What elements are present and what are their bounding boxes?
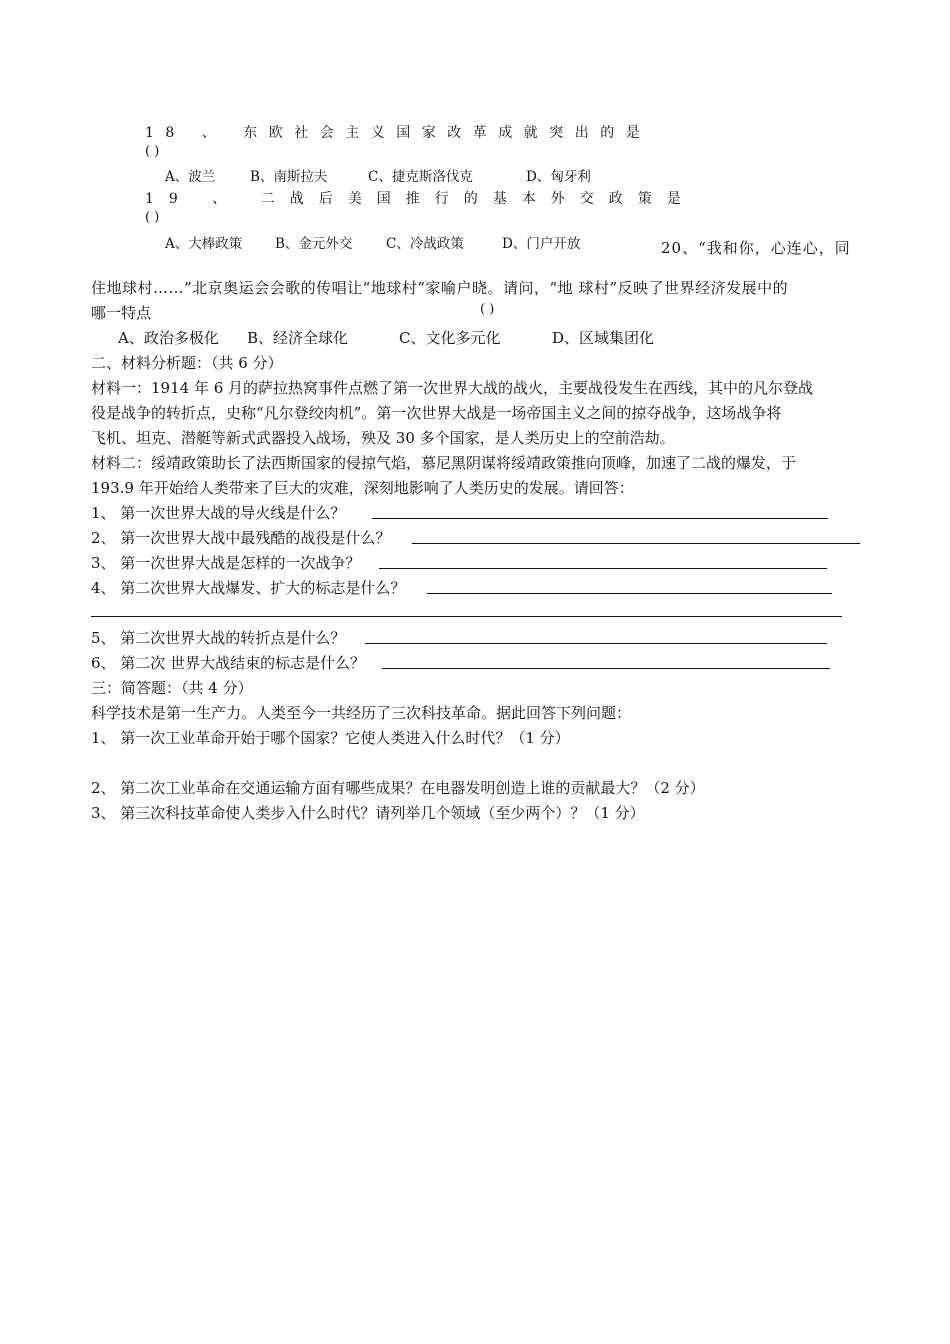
answer-line-4-continued[interactable] (91, 616, 842, 617)
section3-heading: 三：简答题：（共 4 分） (91, 679, 253, 697)
s3-question-1: 1、 第一次工业革命开始于哪个国家？它使人类进入什么时代？（1 分） (91, 729, 570, 747)
s2-question-4: 4、 第二次世界大战爆发、扩大的标志是什么？ (91, 579, 406, 597)
q19-option-a: A、大棒政策 (165, 236, 243, 252)
material1-line-1: 材料一：1914 年 6 月的萨拉热窝事件点燃了第一次世界大战的战火，主要战役发生在西线，其中的凡尔登战 (91, 379, 814, 397)
q18-option-d: D、匈牙利 (526, 169, 591, 185)
answer-line-5[interactable] (365, 643, 827, 644)
q20-paren: ( ) (480, 302, 495, 317)
section2-heading: 二、材料分析题：（共 6 分） (91, 354, 283, 372)
s2-question-2: 2、 第一次世界大战中最残酷的战役是什么？ (91, 529, 391, 547)
section3-intro: 科学技术是第一生产力。人类至今一共经历了三次科技革命。据此回答下列问题： (91, 704, 632, 722)
answer-line-1[interactable] (372, 518, 828, 519)
material2-line-2: 193.9 年开始给人类带来了巨大的灾难，深刻地影响了人类历史的发展。请回答： (91, 479, 634, 497)
q18-option-a: A、波兰 (165, 169, 216, 185)
q20-option-d: D、区域集团化 (552, 329, 655, 347)
q18-option-c: C、捷克斯洛伐克 (368, 169, 473, 185)
q18-stem: 18 、 东欧社会主义国家改革成就突出的是 (145, 125, 652, 141)
q19-option-b: B、金元外交 (275, 236, 353, 252)
q20-option-a: A、政治多极化 (118, 329, 219, 347)
material1-line-3: 飞机、坦克、潜艇等新式武器投入战场，殃及 30 多个国家，是人类历史上的空前浩劫。 (91, 429, 675, 447)
q20-option-c: C、文化多元化 (399, 329, 501, 347)
answer-line-6[interactable] (382, 668, 830, 669)
s3-question-3: 3、 第三次科技革命使人类步入什么时代？请列举几个领域（至少两个）？（1 分） (91, 804, 645, 822)
q19-option-c: C、冷战政策 (386, 236, 464, 252)
q20-stem-line3: 哪一特点 (91, 304, 152, 322)
q19-option-d: D、门户开放 (502, 236, 581, 252)
answer-line-2[interactable] (412, 543, 860, 544)
s2-question-6: 6、 第二次 世界大战结束的标志是什么？ (91, 654, 366, 672)
s3-question-2: 2、 第二次工业革命在交通运输方面有哪些成果？在电器发明创造上谁的贡献最大？（2 分） (91, 779, 705, 797)
q19-stem: 19 、 二战后美国推行的基本外交政策是 (145, 191, 696, 207)
q18-paren: ( ) (145, 144, 160, 159)
q20-stem-start: 20、“我和你，心连心，同 (661, 239, 851, 257)
material1-line-2: 役是战争的转折点，史称“凡尔登绞肉机”。第一次世界大战是一场帝国主义之间的掠夺战争，这场战争将 (91, 404, 782, 422)
s2-question-5: 5、 第二次世界大战的转折点是什么？ (91, 629, 346, 647)
material2-line-1: 材料二：绥靖政策助长了法西斯国家的侵掠气焰，慕尼黑阴谋将绥靖政策推向顶峰，加速了二战的爆发，于 (91, 454, 797, 472)
q18-option-b: B、南斯拉夫 (250, 169, 328, 185)
answer-line-3[interactable] (379, 568, 827, 569)
s2-question-1: 1、 第一次世界大战的导火线是什么？ (91, 504, 346, 522)
answer-line-4[interactable] (427, 593, 832, 594)
q19-paren: ( ) (145, 210, 160, 225)
q20-stem-line2: 住地球村……”北京奥运会会歌的传唱让“地球村”家喻户晓。请问，“地 球村”反映了世界经济发展中的 (91, 279, 789, 297)
q20-option-b: B、经济全球化 (247, 329, 349, 347)
s2-question-3: 3、 第一次世界大战是怎样的一次战争？ (91, 554, 361, 572)
